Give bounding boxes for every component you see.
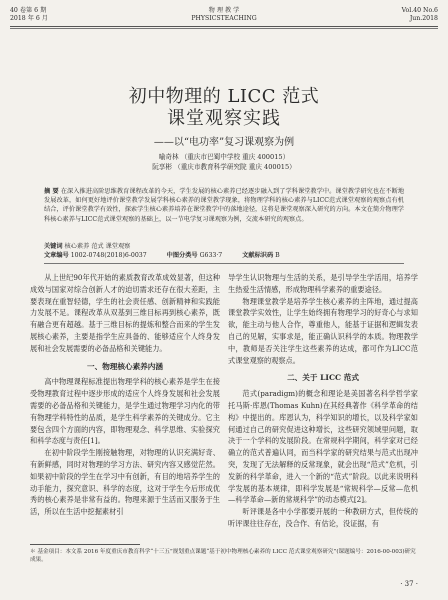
meta-divider (44, 263, 404, 264)
abstract-text: 在深入推进高阶思维教育课程改革的今天，学生发展的核心素养已经逐步融入到了学科课堂教学中。课堂教学研究也在不断地发展改革，如何更好地评价课堂教学发展学科核心素养的课堂教学现象，将物理学科的核心素养与LICC范式课堂观察的观察点有机结合，评价课堂教学有效性，探索学生核心素养培养在课堂教学中的落地途径，这将是课堂观察深入研究的方向。本文在简介物理学科核心素养与LICC范式课堂观察的基础上，以一节电学复习课观察为例，交流本研究的观察点。 (44, 188, 405, 223)
keywords-label: 关键词 (44, 243, 63, 250)
article-title-line2: 课堂观察实践 (167, 108, 281, 129)
section-heading-2: 二、关于 LICC 范式 (287, 373, 359, 383)
paragraph: 听评课是各中小学都要开展的一种教研方式，但传统的听评课往往存在，没合作、有估论，没证据，有 (228, 507, 418, 528)
abstract (44, 187, 404, 224)
abstract-label: 摘 要 (44, 188, 59, 195)
paragraph: 范式(paradigm)的概念和理论是美国著名科学哲学家托马斯·库恩(Thomas Kuhn)在其经典著作《科学革命的结构》中提出的。库恩认为，科学知识的增长，以及科学家如何通过自己的研究促进这种增长，这些研究领域里问题，取决于一个学科的发展阶段。在常规科学期间，科学家对已经确立的范式普遍认同，而当科学家的研究结果与范式出现冲突，发现了无法解释的反常现象，就会出现“范式”危机，引发新的科学革命，进入一个新的“范式”阶段。以此来说明科学发展的基本规律，即科学发展是“常规科学—反常—危机—科学革命—新的常规科学”的动态模式[2]。 (228, 389, 418, 505)
paragraph: 从上世纪90年代开始的素质教育改革成效显著，但这种成效与国家对综合创新人才的迫切需求还存在很大差距，主要表现在重智轻德，学生的社会责任感、创新精神和实践能力发展不足。课程改革从双基到三维目标再到核心素养，既有融合更有超越。基于三维目标的提炼和整合而来的学生发展核心素养，主要是指学生应具备的、能够适应个人终身发展和社会发展需要的必备品格和关键能力。 (30, 273, 220, 353)
author-2: 阮享彬 （重庆市教育科学研究院 重庆 400015） (152, 163, 296, 171)
article-title-line1: 初中物理的 LICC 范式 (128, 86, 320, 107)
left-column (30, 272, 220, 518)
journal-name-cn: 物 理 教 学 (208, 7, 240, 14)
doc-code: B (275, 252, 280, 259)
footnote: ＊ 基金项目：本文系 2016 年度重庆市教育科学“十三五”规划重点课题“基于初中物理核心素养的 LICC 范式课堂观察研究”(课题编号：2016-00-003)研究成果。 (30, 549, 416, 563)
section-heading-1: 一、物理核心素养内涵 (87, 361, 163, 371)
header-center (10, 7, 438, 23)
header-right (402, 7, 438, 23)
clc-number: G633·7 (199, 252, 223, 259)
article-number: 1002-0748(2018)6-0037 (70, 252, 147, 259)
paragraph: 高中物理课程标准提出物理学科的核心素养是学生在接受物理教育过程中逐步形成的适应个人终身发展和社会发展需要的必备品格和关键能力，是学生通过物理学习内化的带有物理学科特性的品质，是学生科学素养的关键成分。它主要包含四个方面的内容，即物理观念、科学思维、实验探究和科学态度与责任[1]。 (30, 377, 220, 446)
clc-label: 中图分类号 (166, 252, 198, 259)
page-number: · 37 · (400, 580, 418, 588)
header-volume-en: Vol.40 No.6 (401, 7, 438, 14)
article-meta (44, 242, 404, 260)
keywords-row (44, 242, 404, 251)
title-block (0, 86, 448, 172)
header-date-cn: 2018 年 6 月 (10, 15, 48, 22)
classification-row (44, 251, 404, 260)
header-rule-thin (10, 28, 438, 29)
right-column (228, 272, 418, 530)
paragraph: 导学生认识物理与生活的关系，是引导学生学活用，培养学生热爱生活情感，形成物理科学素养的重要途径。 (228, 273, 418, 294)
header-rule (10, 26, 438, 27)
journal-name-en: PHYSICSTEACHING (191, 15, 257, 22)
article-number-label: 文章编号 (44, 252, 69, 259)
author-list (0, 152, 448, 172)
keywords-value: 核心素养 范式 课堂观察 (64, 243, 131, 250)
header-date-en: Jun.2018 (409, 15, 438, 22)
paragraph: 物理课堂教学是培养学生核心素养的主阵地，通过提高课堂教学实效性，让学生始终拥有物理学习的好奇心与求知欲，能主动与他人合作，尊重他人，能基于证据和逻辑发表自己的见解，实事求是，能正确认识科学的本质。物理教学中，教师是否关注学生这些素养的达成，都可作为LICC范式课堂观察的观察点。 (228, 296, 418, 365)
doc-code-label: 文献标识码 (242, 252, 274, 259)
author-1: 喻奇林 （重庆市巴蜀中学校 重庆 400015） (158, 153, 290, 161)
article-subtitle: ——以“电功率”复习课观察为例 (153, 137, 295, 148)
footnote-rule (30, 544, 140, 545)
paragraph: 在初中阶段学生刚接触物理，对物理的认识充满好奇、有新鲜感，同时对物理的学习方法、研究内容又感觉茫然。如果初中阶段的学生在学习中有创新，有目的地培养学生的动手能力，探究意识、科学的态度，这对于学生今后形成优秀的核心素养是非常有益的。物理来源于生活而又服务于生活，所以在生活中挖掘素材引 (30, 448, 220, 517)
header-volume-cn: 40 卷第 6 期 (10, 7, 47, 14)
